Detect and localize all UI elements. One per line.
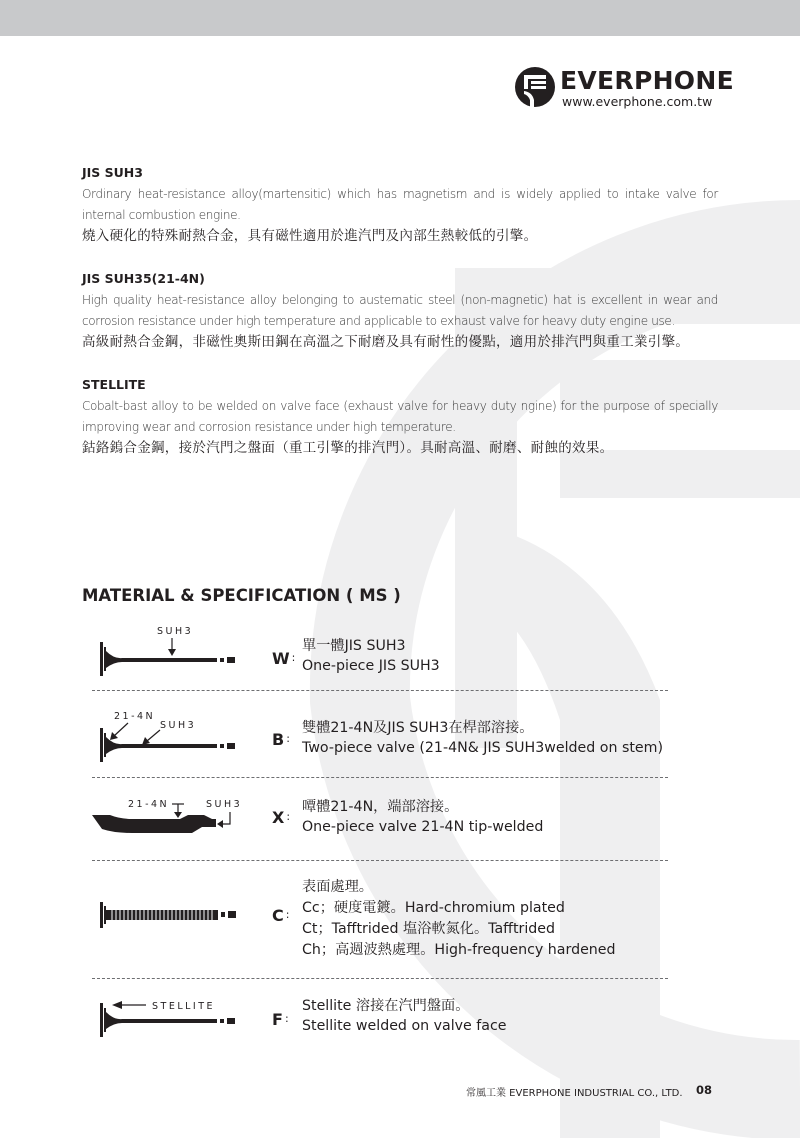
diagram-label: 21-4N (114, 711, 156, 722)
material-title: STELLITE (82, 377, 146, 392)
spec-row-w (82, 625, 670, 675)
divider (92, 860, 668, 861)
spec-code: C : (272, 906, 290, 925)
spec-code: F : (272, 1010, 289, 1029)
material-stellite (82, 377, 718, 458)
brand-name: EVERPHONE (560, 66, 734, 95)
spec-row-x (82, 793, 670, 843)
spec-code: X : (272, 808, 291, 827)
diagram-label: SUH3 (206, 799, 243, 810)
divider (92, 777, 668, 778)
spec-code: B : (272, 730, 290, 749)
material-suh3 (82, 165, 718, 246)
spec-code: W : (272, 649, 296, 668)
spec-description: 嘾體21-4N，端部溶接。 One-piece valve 21-4N tip-welded (302, 799, 544, 835)
material-description-zh: 燒入硬化的特殊耐熱合金，具有磁性適用於進汽門及內部生熱較低的引擎。 (82, 228, 538, 244)
valve-diagram-f (92, 994, 252, 1042)
valve-diagram-c (92, 897, 252, 957)
footer-company: 常風工業 EVERPHONE INDUSTRIAL CO., LTD. (466, 1088, 683, 1099)
brand-url[interactable]: www.everphone.com.tw (562, 94, 713, 109)
valve-diagram-x (92, 793, 252, 841)
page-number: 08 (696, 1083, 713, 1097)
material-title: JIS SUH35(21-4N) (82, 271, 205, 286)
material-description-zh: 鈷鉻鎢合金鋼，接於汽門之盤面（重工引擎的排汽門）。具耐高溫、耐磨、耐蝕的效果。 (82, 440, 614, 456)
diagram-label: SUH3 (157, 626, 194, 637)
diagram-label: SUH3 (160, 720, 197, 731)
divider (92, 978, 668, 979)
spec-row-b (82, 708, 670, 768)
spec-description: 單一體JIS SUH3 One-piece JIS SUH3 (302, 638, 440, 674)
everphone-logo-icon (514, 66, 556, 108)
material-title: JIS SUH3 (82, 165, 143, 180)
spec-section-title: MATERIAL & SPECIFICATION ( MS ) (82, 586, 401, 605)
brand-header (514, 66, 734, 110)
divider (92, 690, 668, 691)
material-description-en: Cobalt-bast alloy to be welded on valve face (exhaust valve for heavy duty ngine) for the purpose of specially improving wear and corrosion resistance under high temperature. (82, 399, 718, 434)
spec-description: 雙體21-4N及JIS SUH3在桿部溶接。 Two-piece valve (21-4N& JIS SUH3welded on stem) (302, 720, 663, 756)
valve-diagram-w (92, 625, 252, 677)
diagram-label: 21-4N (128, 799, 170, 810)
material-suh35 (82, 271, 718, 352)
spec-description: 表面處理。 Cc；硬度電鍍。Hard-chromium plated Ct；Tafftrided 塩浴軟氮化。Tafftrided Ch；高週波熱處理。High-frequency hardened (302, 879, 616, 958)
spec-row-c (82, 875, 670, 965)
material-description-en: High quality heat-resistance alloy belonging to austematic steel (non-magnetic) hat is excellent in wear and corrosion resistance under high temperature and applicable to exhaust valve for heavy duty engine use. (82, 293, 718, 328)
material-description-zh: 高級耐熱合金鋼，非磁性奧斯田鋼在高溫之下耐磨及具有耐性的優點，適用於排汽門與重工業引擎。 (82, 334, 690, 350)
spec-description: Stellite 溶接在汽門盤面。 Stellite welded on valve face (302, 998, 507, 1034)
spec-row-f (82, 994, 670, 1042)
material-description-en: Ordinary heat-resistance alloy(martensitic) which has magnetism and is widely applied to intake valve for internal combustion engine. (82, 187, 718, 222)
diagram-label: STELLITE (152, 1001, 216, 1012)
valve-diagram-b (92, 708, 252, 764)
